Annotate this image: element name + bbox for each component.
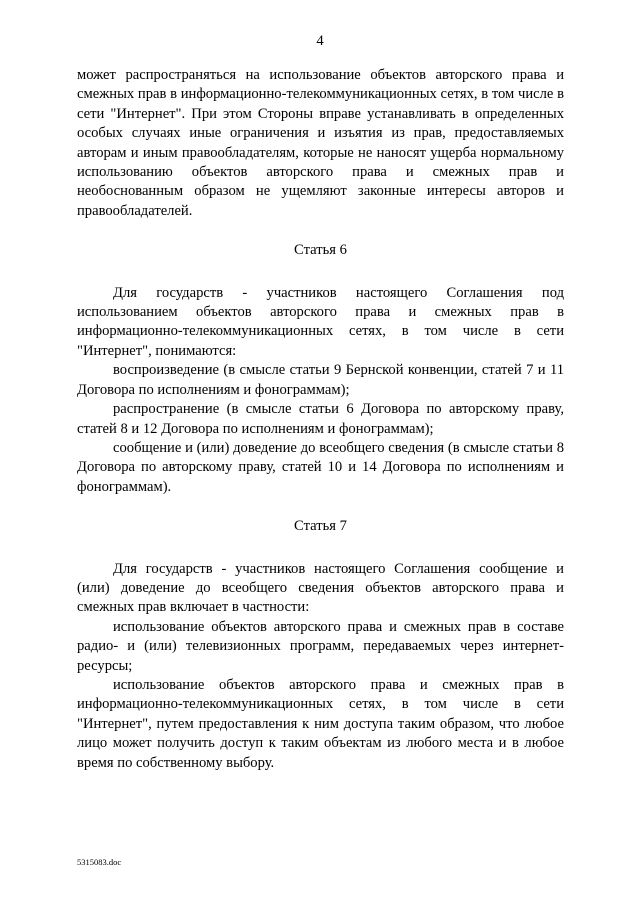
continuation-paragraph: может распространяться на использование объектов авторского права и смежных прав в информационно-телекоммуникационных сетях, в том числе в сети "Интернет". При этом Стороны вправе устанавливать в определенных особых случаях иные ограничения и изъятия из прав, предоставляемых авторам и иным правообладателям, которые не наносят ущерба нормальному использованию объектов авторского права и смежных прав и необоснованным образом не ущемляют законные интересы авторов и правообладателей. bbox=[77, 67, 564, 219]
article-6-item: воспроизведение (в смысле статьи 9 Бернской конвенции, статей 7 и 11 Договора по исполнениям и фонограммам); bbox=[77, 362, 564, 398]
article-7-item: использование объектов авторского права и смежных прав в информационно-телекоммуникационных сетях, в том числе в сети "Интернет", путем предоставления к ним доступа таким образом, что любое лицо может получить доступ к таким объектам из любого места и в любое время по собственному выбору. bbox=[77, 676, 564, 771]
document-body bbox=[77, 66, 564, 773]
article-7-intro: Для государств - участников настоящего Соглашения сообщение и (или) доведение до всеобщего сведения объектов авторского права и смежных прав включает в частности: bbox=[77, 560, 564, 616]
article-6-item: распространение (в смысле статьи 6 Договора по авторскому праву, статей 8 и 12 Договора по исполнениям и фонограммам); bbox=[77, 401, 564, 437]
article-7-heading: Статья 7 bbox=[294, 518, 347, 535]
article-7-item: использование объектов авторского права и смежных прав в составе радио- и (или) телевизионных программ, передаваемых через интернет-ресурсы; bbox=[77, 618, 564, 674]
page-number: 4 bbox=[316, 33, 324, 49]
article-6-item: сообщение и (или) доведение до всеобщего сведения (в смысле статьи 8 Договора по авторскому праву, статей 10 и 14 Договора по исполнениям и фонограммам). bbox=[77, 439, 564, 495]
article-6-intro: Для государств - участников настоящего Соглашения под использованием объектов авторского права и смежных прав в информационно-телекоммуникационных сетях, в том числе в сети "Интернет", понимаются: bbox=[77, 284, 564, 359]
article-6-heading: Статья 6 bbox=[294, 242, 347, 259]
file-name-footer: 5315083.doc bbox=[77, 857, 122, 867]
